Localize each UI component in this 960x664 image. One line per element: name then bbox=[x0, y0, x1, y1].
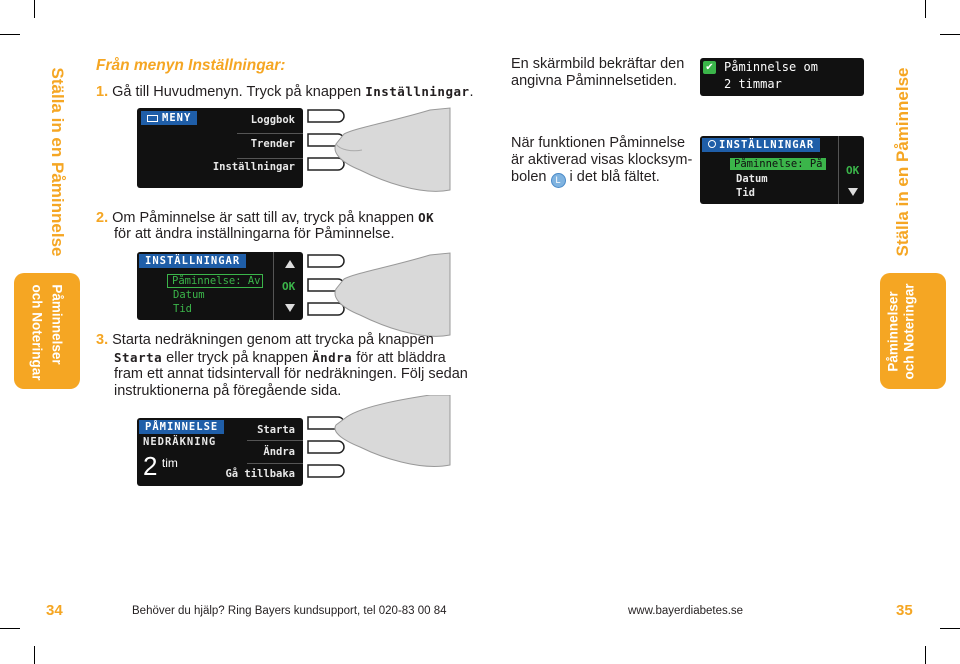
step-3-line1 bbox=[96, 332, 434, 349]
footer-help: Behöver du hjälp? Ring Bayers kundsupport, tel 020-83 00 84 bbox=[132, 605, 447, 617]
right-side-title: Ställa in en Påminnelse bbox=[893, 67, 912, 257]
countdown-unit: tim bbox=[161, 456, 178, 470]
left-side-tab bbox=[14, 273, 80, 389]
settings-date: Datum bbox=[173, 289, 205, 301]
step-1 bbox=[96, 83, 474, 101]
alarm-clock-icon bbox=[708, 140, 716, 148]
step-3-line3: fram ett annat tidsintervall för nedräkningen. Följ sedan bbox=[114, 366, 468, 382]
reminder-confirm-screen bbox=[700, 58, 864, 96]
left-tab-line2: och Noteringar bbox=[29, 284, 45, 381]
step-3-button-starta: Starta bbox=[114, 350, 163, 365]
step-3-text: Starta nedräkningen genom att trycka på knappen bbox=[112, 332, 434, 348]
countdown-number: 2 bbox=[143, 451, 158, 481]
settings-header: INSTÄLLNINGAR bbox=[139, 254, 246, 268]
reminder-divider bbox=[247, 440, 303, 441]
menu-item-trender: Trender bbox=[250, 138, 295, 150]
step-2-number: 2. bbox=[96, 210, 109, 226]
step-1-button-word: Inställningar bbox=[365, 84, 470, 99]
crop-mark bbox=[0, 628, 20, 629]
finger-press-illustration bbox=[300, 245, 460, 345]
option-starta: Starta bbox=[257, 424, 295, 436]
step-3-line4: instruktionerna på föregående sida. bbox=[114, 383, 342, 399]
option-andra: Ändra bbox=[263, 446, 295, 458]
settings2-divider bbox=[838, 136, 839, 204]
active-line3-end: i det blå fältet. bbox=[565, 169, 660, 185]
left-tab-line1: Påminnelser bbox=[49, 284, 65, 365]
crop-mark bbox=[34, 0, 35, 18]
step-1-number: 1. bbox=[96, 84, 109, 100]
active-line3-start: bolen bbox=[511, 169, 551, 185]
menu-header-text: MENY bbox=[162, 112, 192, 124]
arrow-down-icon bbox=[285, 304, 295, 312]
settings2-header-text: INSTÄLLNINGAR bbox=[719, 139, 815, 151]
settings-screen-on bbox=[700, 136, 864, 204]
crop-mark bbox=[925, 646, 926, 664]
settings-time: Tid bbox=[173, 303, 192, 315]
confirm-line-2: 2 timmar bbox=[724, 77, 782, 91]
step-3-after: för att bläddra bbox=[352, 350, 446, 366]
intro-heading: Från menyn Inställningar: bbox=[96, 57, 286, 74]
active-line2: är aktiverad visas klocksym- bbox=[511, 152, 693, 168]
reminder-header: PÅMINNELSE bbox=[139, 420, 224, 434]
step-1-text: Gå till Huvudmenyn. Tryck på knappen bbox=[112, 84, 366, 100]
step-3-button-andra: Ändra bbox=[312, 350, 353, 365]
settings-ok: OK bbox=[282, 280, 296, 293]
settings2-header bbox=[702, 138, 820, 152]
menu-icon bbox=[147, 115, 158, 122]
clock-icon bbox=[551, 173, 566, 188]
reminder-countdown-screen bbox=[137, 418, 303, 486]
right-tab-line2: och Noteringar bbox=[901, 283, 917, 380]
step-1-text-end: . bbox=[469, 84, 474, 100]
left-side-title: Ställa in en Påminnelse bbox=[48, 67, 67, 257]
confirm-line1: En skärmbild bekräftar den bbox=[511, 56, 685, 72]
step-2-button-word: OK bbox=[418, 210, 435, 225]
settings-screen-off bbox=[137, 252, 303, 320]
right-side-tab bbox=[880, 273, 946, 389]
menu-header bbox=[141, 111, 197, 125]
reminder-off-setting: Påminnelse: Av bbox=[167, 274, 263, 288]
settings2-ok: OK bbox=[846, 164, 860, 177]
active-line3 bbox=[511, 169, 660, 188]
reminder-divider bbox=[247, 463, 303, 464]
crop-mark bbox=[940, 34, 960, 35]
menu-item-loggbok: Loggbok bbox=[250, 114, 295, 126]
confirm-line-1: Påminnelse om bbox=[724, 60, 818, 74]
option-ga-tillbaka: Gå tillbaka bbox=[225, 468, 295, 480]
footer-url: www.bayerdiabetes.se bbox=[628, 605, 744, 617]
active-line1: När funktionen Påminnelse bbox=[511, 135, 686, 151]
step-3-number: 3. bbox=[96, 332, 109, 348]
arrow-up-icon bbox=[285, 260, 295, 268]
page-number-left: 34 bbox=[46, 602, 63, 619]
step-3-mid: eller tryck på knappen bbox=[162, 350, 313, 366]
crop-mark bbox=[925, 0, 926, 18]
check-icon: ✔ bbox=[703, 61, 716, 74]
finger-press-illustration bbox=[300, 395, 460, 495]
reminder-on-setting: Påminnelse: På bbox=[730, 158, 826, 170]
finger-press-illustration bbox=[300, 100, 460, 200]
right-tab-line1: Påminnelser bbox=[885, 291, 901, 372]
menu-screen bbox=[137, 108, 303, 188]
crop-mark bbox=[34, 646, 35, 664]
settings2-date: Datum bbox=[736, 173, 768, 185]
menu-divider bbox=[237, 133, 303, 134]
settings-divider bbox=[273, 252, 274, 320]
step-2 bbox=[96, 209, 434, 227]
clock-icon-glyph: L bbox=[555, 175, 561, 185]
crop-mark bbox=[0, 34, 20, 35]
step-2-line2: för att ändra inställningarna för Påminnelse. bbox=[114, 226, 395, 242]
countdown-value bbox=[143, 451, 178, 482]
countdown-label: NEDRÄKNING bbox=[143, 436, 217, 448]
confirm-line2: angivna Påminnelsetiden. bbox=[511, 73, 678, 89]
menu-divider bbox=[237, 158, 303, 159]
page-number-right: 35 bbox=[896, 602, 913, 619]
crop-mark bbox=[940, 628, 960, 629]
menu-item-installningar: Inställningar bbox=[212, 161, 295, 173]
settings2-time: Tid bbox=[736, 187, 755, 199]
step-2-text: Om Påminnelse är satt till av, tryck på knappen bbox=[112, 210, 419, 226]
arrow-down-icon bbox=[848, 188, 858, 196]
step-3-line2 bbox=[114, 349, 446, 367]
